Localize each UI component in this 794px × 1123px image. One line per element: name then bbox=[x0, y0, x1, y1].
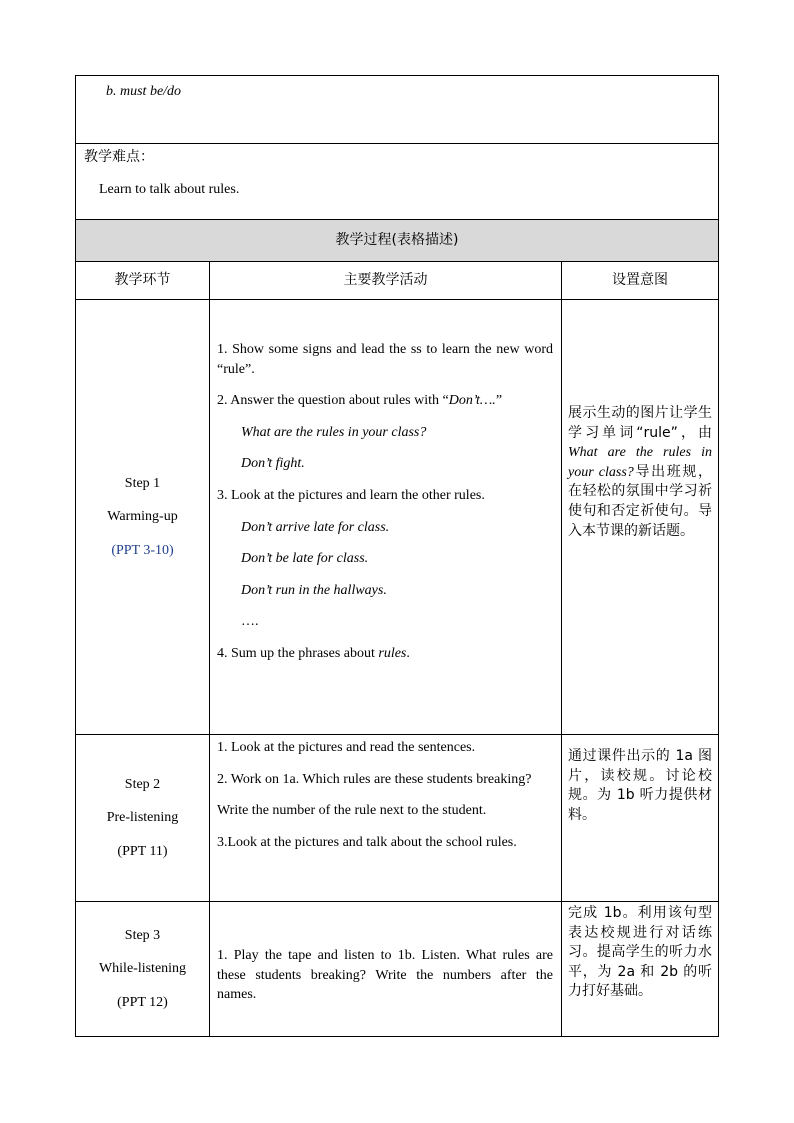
example-sentence: Don’t run in the hallways. bbox=[241, 582, 387, 598]
difficulty-text: Learn to talk about rules. bbox=[99, 181, 240, 197]
column-header-activities: 主要教学活动 bbox=[210, 262, 562, 300]
step-row-1 bbox=[76, 300, 719, 735]
column-header-intent: 设置意图 bbox=[562, 262, 719, 300]
step-row-2 bbox=[76, 735, 719, 902]
step-number: Step 1 bbox=[124, 475, 161, 491]
activity-item: 2. Work on 1a. Which rules are these students breaking? bbox=[217, 771, 532, 787]
objective-text: b. must be/do bbox=[106, 84, 182, 99]
activity-item: 4. Sum up the phrases about rules. bbox=[217, 645, 410, 661]
step-ppt: (PPT 11) bbox=[117, 843, 168, 859]
process-header-row bbox=[76, 220, 719, 262]
step-cell-1 bbox=[76, 300, 210, 735]
step-stage: While-listening bbox=[98, 961, 187, 977]
column-header-stage: 教学环节 bbox=[76, 262, 210, 300]
intent-cell-3: 完成 1b。利用该句型表达校规进行对话练习。提高学生的听力水平，为 2a 和 2b 的听力打好基础。 bbox=[562, 902, 719, 1037]
process-header: 教学过程(表格描述) bbox=[76, 220, 719, 262]
activity-item: 3.Look at the pictures and talk about the school rules. bbox=[217, 834, 517, 850]
activity-item: 1. Play the tape and listen to 1b. Listen. What rules are these students breaking? Write the numbers after the names. bbox=[217, 948, 553, 1003]
column-header-row bbox=[76, 262, 719, 300]
lesson-plan-table bbox=[75, 75, 719, 1037]
intent-cell-1: 展示生动的图片让学生学习单词“rule”，由What are the rules in your class?导出班规，在轻松的氛围中学习祈使句和否定祈使句。导入本节课的新话题。 bbox=[562, 300, 719, 735]
activities-cell-1 bbox=[210, 300, 562, 735]
step-stage: Warming-up bbox=[107, 509, 178, 525]
activity-item: 1. Show some signs and lead the ss to learn the new word “rule”. bbox=[217, 342, 553, 377]
intent-cell-2: 通过课件出示的 1a 图片，读校规。讨论校规。为 1b 听力提供材料。 bbox=[562, 735, 719, 902]
step-number: Step 2 bbox=[124, 776, 161, 792]
step-cell-3 bbox=[76, 902, 210, 1037]
step-ppt: (PPT 3-10) bbox=[111, 542, 174, 558]
step-ppt: (PPT 12) bbox=[117, 994, 168, 1010]
objective-row bbox=[76, 76, 719, 144]
step-stage: Pre-listening bbox=[106, 810, 179, 826]
example-sentence: Don’t arrive late for class. bbox=[241, 519, 390, 535]
activity-item: Write the number of the rule next to the student. bbox=[217, 803, 487, 819]
activity-item: 2. Answer the question about rules with “Don’t….” bbox=[217, 393, 503, 409]
activities-cell-2 bbox=[210, 735, 562, 902]
example-sentence: What are the rules in your class? bbox=[241, 424, 427, 440]
activities-cell-3 bbox=[210, 902, 562, 1037]
difficulty-row bbox=[76, 144, 719, 220]
step-row-3 bbox=[76, 902, 719, 1037]
activity-item: 1. Look at the pictures and read the sentences. bbox=[217, 740, 476, 755]
activity-item: 3. Look at the pictures and learn the other rules. bbox=[217, 487, 485, 503]
example-sentence: Don’t fight. bbox=[241, 456, 305, 472]
difficulty-label: 教学难点： bbox=[84, 149, 154, 165]
step-cell-2 bbox=[76, 735, 210, 902]
step-number: Step 3 bbox=[124, 927, 161, 943]
example-sentence: Don’t be late for class. bbox=[241, 551, 369, 567]
ellipsis: …. bbox=[241, 614, 259, 630]
